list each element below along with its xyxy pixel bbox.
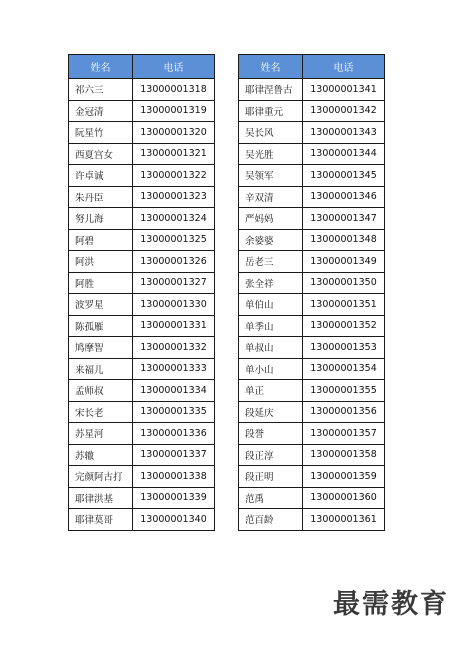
table-row bbox=[69, 487, 215, 509]
cell-phone: 13000001333 bbox=[133, 358, 215, 380]
table-row bbox=[69, 294, 215, 316]
table-row bbox=[239, 165, 385, 187]
cell-phone: 13000001344 bbox=[303, 143, 385, 165]
cell-name: 阿洪 bbox=[69, 251, 133, 273]
cell-name: 阮星竹 bbox=[69, 122, 133, 144]
table-row bbox=[69, 251, 215, 273]
cell-name: 孟师叔 bbox=[69, 380, 133, 402]
table-row bbox=[69, 229, 215, 251]
cell-name: 岳老三 bbox=[239, 251, 303, 273]
table-row bbox=[239, 294, 385, 316]
header-name: 姓名 bbox=[69, 55, 133, 79]
cell-phone: 13000001345 bbox=[303, 165, 385, 187]
cell-phone: 13000001340 bbox=[133, 509, 215, 531]
table-row bbox=[69, 380, 215, 402]
table-row bbox=[69, 208, 215, 230]
cell-name: 陈孤雁 bbox=[69, 315, 133, 337]
table-row bbox=[69, 122, 215, 144]
table-row bbox=[69, 423, 215, 445]
cell-name: 朱丹臣 bbox=[69, 186, 133, 208]
table-row bbox=[69, 186, 215, 208]
cell-name: 吴光胜 bbox=[239, 143, 303, 165]
table-row bbox=[69, 100, 215, 122]
cell-phone: 13000001343 bbox=[303, 122, 385, 144]
cell-phone: 13000001336 bbox=[133, 423, 215, 445]
cell-phone: 13000001335 bbox=[133, 401, 215, 423]
table-body-left bbox=[69, 79, 215, 531]
table-row bbox=[69, 315, 215, 337]
cell-name: 耶律涅鲁古 bbox=[239, 79, 303, 101]
cell-name: 单季山 bbox=[239, 315, 303, 337]
table-row bbox=[239, 186, 385, 208]
cell-name: 单叔山 bbox=[239, 337, 303, 359]
cell-phone: 13000001358 bbox=[303, 444, 385, 466]
cell-name: 段正明 bbox=[239, 466, 303, 488]
cell-name: 波罗星 bbox=[69, 294, 133, 316]
cell-phone: 13000001332 bbox=[133, 337, 215, 359]
cell-name: 完颜阿古打 bbox=[69, 466, 133, 488]
cell-phone: 13000001346 bbox=[303, 186, 385, 208]
header-name: 姓名 bbox=[239, 55, 303, 79]
cell-name: 宋长老 bbox=[69, 401, 133, 423]
cell-name: 段正淳 bbox=[239, 444, 303, 466]
cell-phone: 13000001354 bbox=[303, 358, 385, 380]
cell-name: 单小山 bbox=[239, 358, 303, 380]
table-row bbox=[69, 444, 215, 466]
cell-name: 苏辙 bbox=[69, 444, 133, 466]
cell-phone: 13000001326 bbox=[133, 251, 215, 273]
cell-phone: 13000001321 bbox=[133, 143, 215, 165]
cell-phone: 13000001347 bbox=[303, 208, 385, 230]
table-row bbox=[239, 380, 385, 402]
cell-phone: 13000001327 bbox=[133, 272, 215, 294]
table-row bbox=[239, 466, 385, 488]
cell-phone: 13000001320 bbox=[133, 122, 215, 144]
table-row bbox=[69, 143, 215, 165]
cell-name: 段誉 bbox=[239, 423, 303, 445]
cell-phone: 13000001361 bbox=[303, 509, 385, 531]
cell-name: 段延庆 bbox=[239, 401, 303, 423]
cell-phone: 13000001331 bbox=[133, 315, 215, 337]
cell-phone: 13000001339 bbox=[133, 487, 215, 509]
table-row bbox=[69, 272, 215, 294]
cell-phone: 13000001355 bbox=[303, 380, 385, 402]
cell-phone: 13000001356 bbox=[303, 401, 385, 423]
table-row bbox=[239, 487, 385, 509]
cell-name: 严妈妈 bbox=[239, 208, 303, 230]
cell-phone: 13000001318 bbox=[133, 79, 215, 101]
cell-name: 范百龄 bbox=[239, 509, 303, 531]
cell-name: 来福儿 bbox=[69, 358, 133, 380]
cell-name: 张全祥 bbox=[239, 272, 303, 294]
table-row bbox=[239, 272, 385, 294]
cell-name: 阿碧 bbox=[69, 229, 133, 251]
header-phone: 电话 bbox=[303, 55, 385, 79]
contact-table-left bbox=[68, 54, 215, 531]
cell-phone: 13000001348 bbox=[303, 229, 385, 251]
cell-phone: 13000001319 bbox=[133, 100, 215, 122]
cell-name: 耶律莫哥 bbox=[69, 509, 133, 531]
table-row bbox=[69, 165, 215, 187]
cell-phone: 13000001337 bbox=[133, 444, 215, 466]
cell-phone: 13000001350 bbox=[303, 272, 385, 294]
cell-phone: 13000001352 bbox=[303, 315, 385, 337]
table-row bbox=[239, 143, 385, 165]
table-row bbox=[239, 251, 385, 273]
cell-name: 吴领军 bbox=[239, 165, 303, 187]
cell-phone: 13000001323 bbox=[133, 186, 215, 208]
table-row bbox=[239, 315, 385, 337]
cell-phone: 13000001330 bbox=[133, 294, 215, 316]
cell-name: 耶律洪基 bbox=[69, 487, 133, 509]
cell-name: 吴长风 bbox=[239, 122, 303, 144]
cell-phone: 13000001325 bbox=[133, 229, 215, 251]
cell-name: 余婆婆 bbox=[239, 229, 303, 251]
table-row bbox=[69, 337, 215, 359]
cell-name: 辛双清 bbox=[239, 186, 303, 208]
table-row bbox=[69, 79, 215, 101]
table-row bbox=[69, 401, 215, 423]
cell-name: 单伯山 bbox=[239, 294, 303, 316]
cell-name: 耶律重元 bbox=[239, 100, 303, 122]
cell-name: 苏星河 bbox=[69, 423, 133, 445]
table-row bbox=[239, 122, 385, 144]
cell-phone: 13000001342 bbox=[303, 100, 385, 122]
cell-phone: 13000001341 bbox=[303, 79, 385, 101]
cell-name: 许卓诚 bbox=[69, 165, 133, 187]
cell-phone: 13000001338 bbox=[133, 466, 215, 488]
cell-phone: 13000001353 bbox=[303, 337, 385, 359]
table-header-row bbox=[69, 55, 215, 79]
table-row bbox=[239, 229, 385, 251]
cell-phone: 13000001351 bbox=[303, 294, 385, 316]
cell-name: 西夏宫女 bbox=[69, 143, 133, 165]
cell-name: 单正 bbox=[239, 380, 303, 402]
cell-phone: 13000001322 bbox=[133, 165, 215, 187]
table-header-row bbox=[239, 55, 385, 79]
table-row bbox=[69, 358, 215, 380]
table-row bbox=[239, 337, 385, 359]
cell-phone: 13000001334 bbox=[133, 380, 215, 402]
table-row bbox=[239, 208, 385, 230]
table-row bbox=[239, 444, 385, 466]
cell-phone: 13000001360 bbox=[303, 487, 385, 509]
table-row bbox=[69, 509, 215, 531]
table-row bbox=[239, 509, 385, 531]
header-phone: 电话 bbox=[133, 55, 215, 79]
cell-name: 祁六三 bbox=[69, 79, 133, 101]
table-body-right bbox=[239, 79, 385, 531]
cell-phone: 13000001359 bbox=[303, 466, 385, 488]
cell-name: 范禹 bbox=[239, 487, 303, 509]
table-row bbox=[239, 100, 385, 122]
cell-name: 阿胜 bbox=[69, 272, 133, 294]
table-row bbox=[69, 466, 215, 488]
cell-name: 金冠清 bbox=[69, 100, 133, 122]
watermark-logo: 最需教育 bbox=[333, 589, 449, 620]
cell-name: 鸠摩智 bbox=[69, 337, 133, 359]
cell-name: 努儿海 bbox=[69, 208, 133, 230]
table-row bbox=[239, 423, 385, 445]
table-row bbox=[239, 401, 385, 423]
cell-phone: 13000001324 bbox=[133, 208, 215, 230]
table-row bbox=[239, 358, 385, 380]
cell-phone: 13000001349 bbox=[303, 251, 385, 273]
table-row bbox=[239, 79, 385, 101]
cell-phone: 13000001357 bbox=[303, 423, 385, 445]
contact-table-right bbox=[238, 54, 385, 531]
